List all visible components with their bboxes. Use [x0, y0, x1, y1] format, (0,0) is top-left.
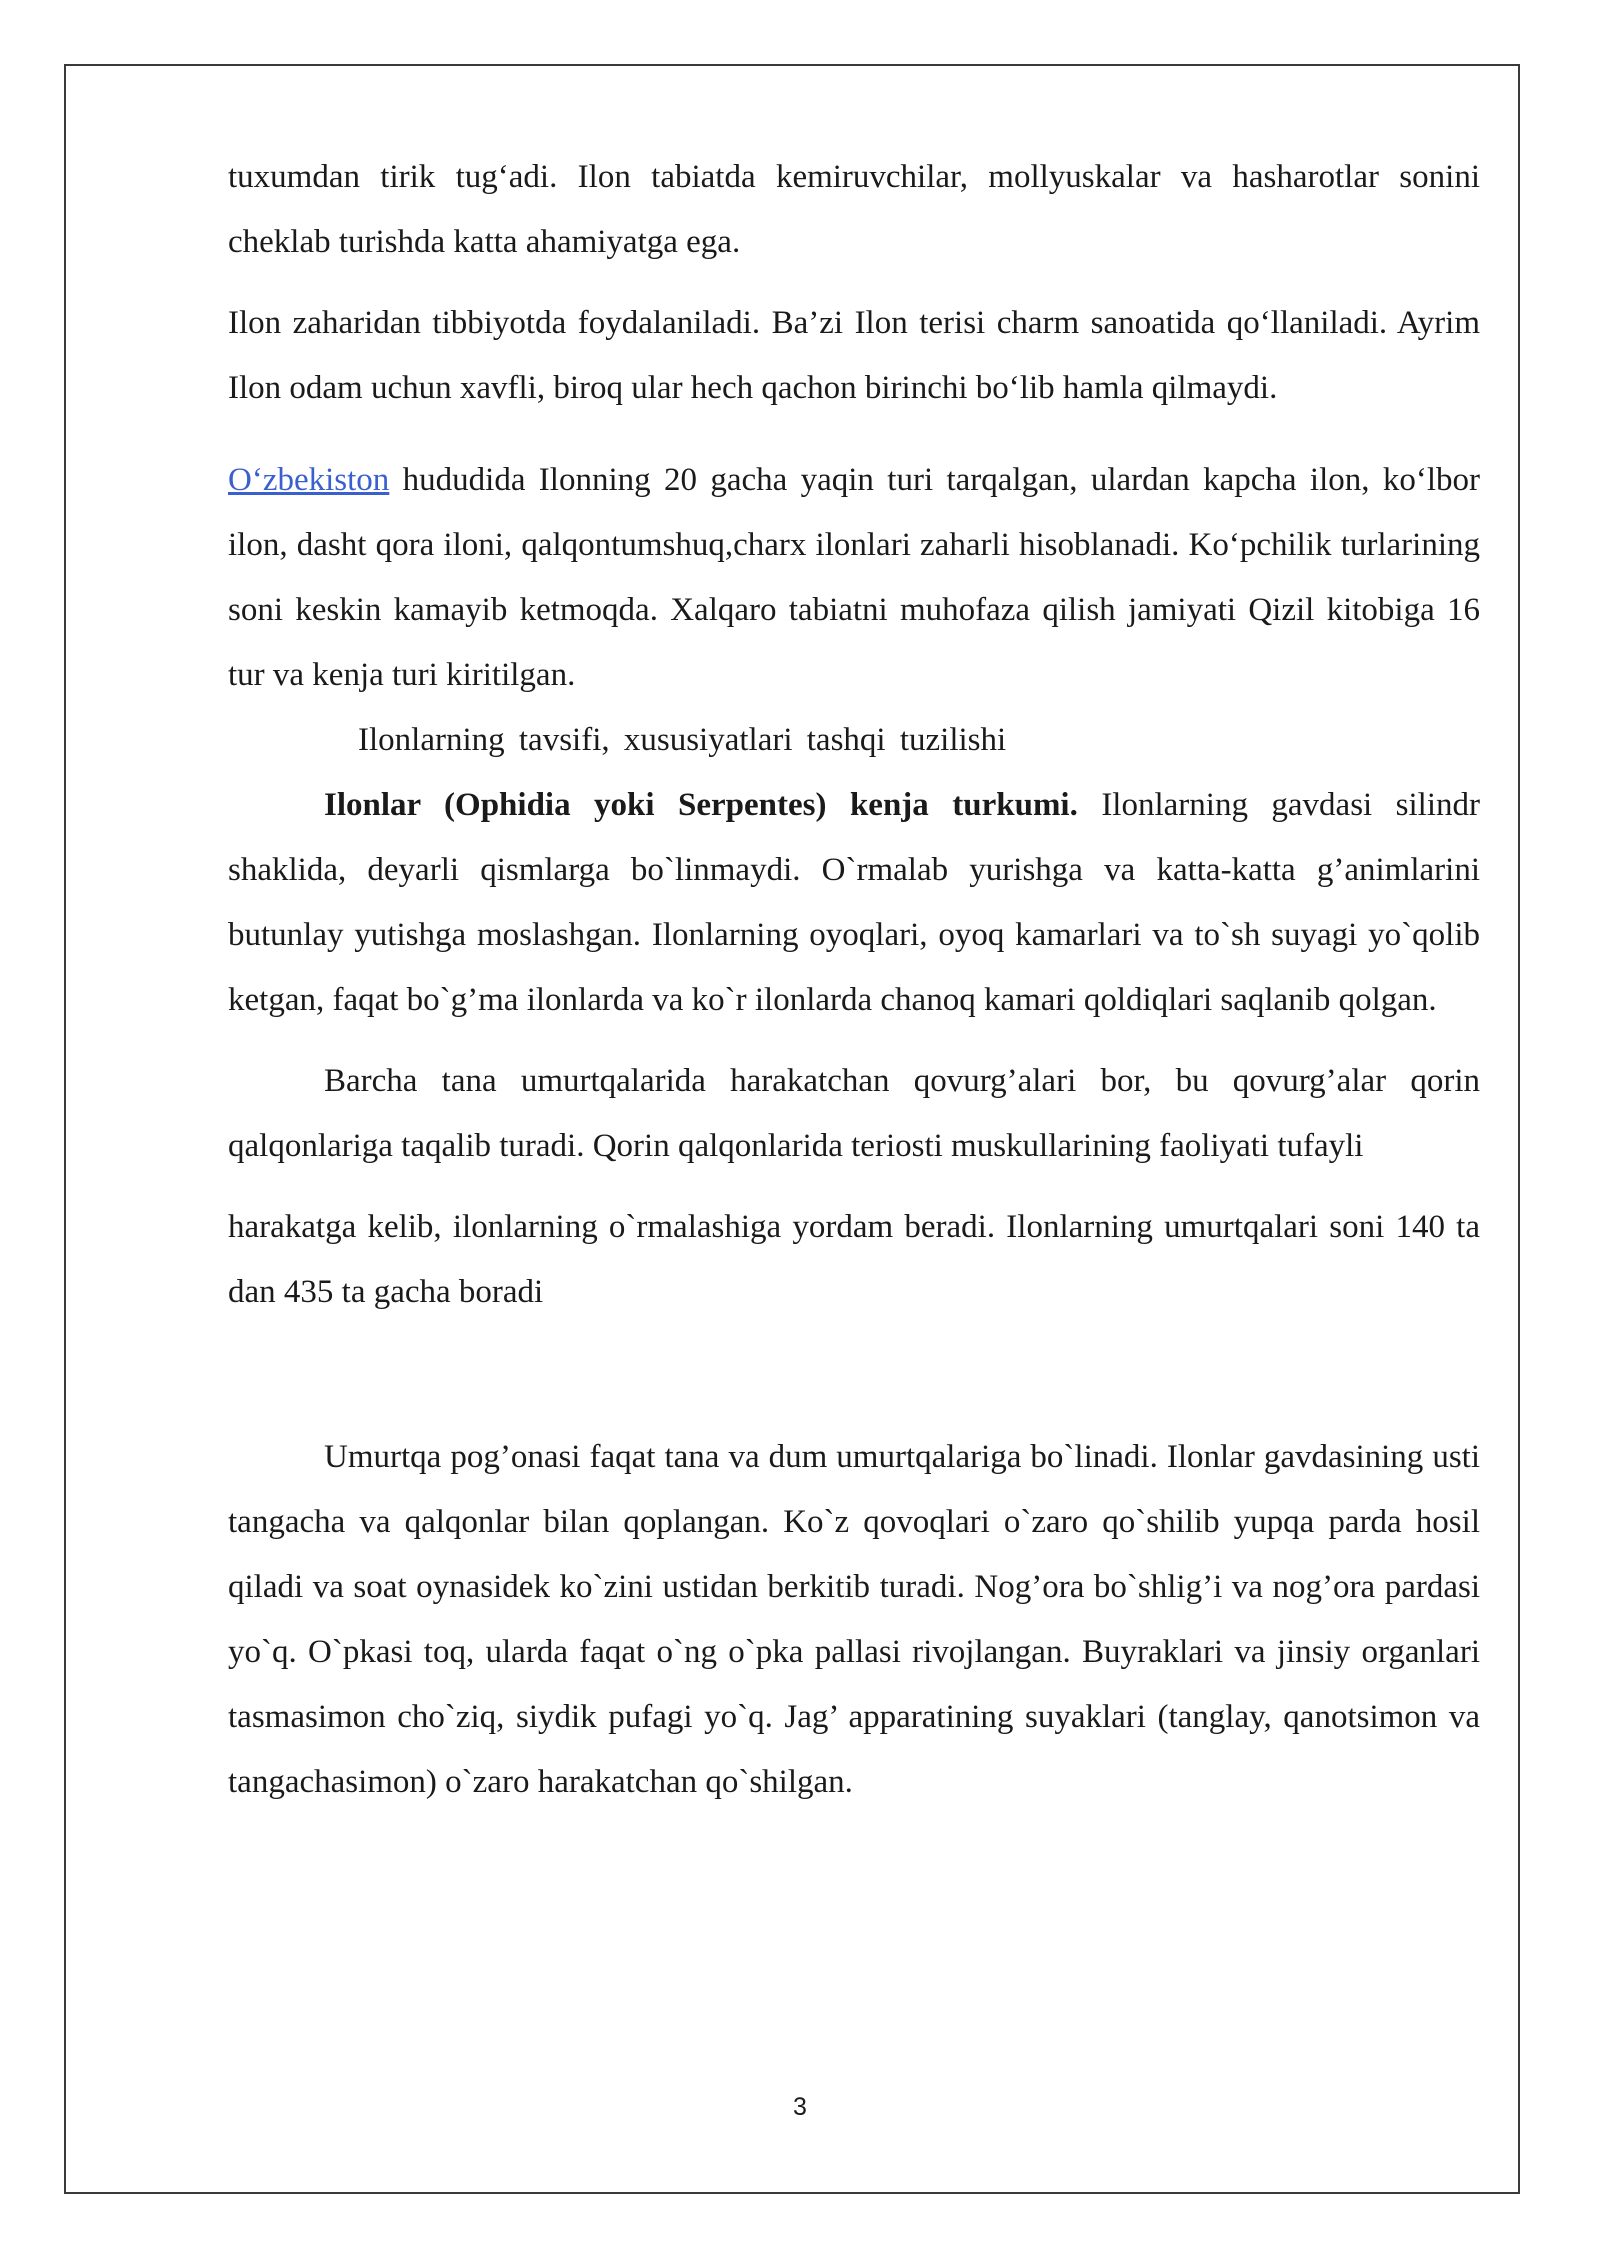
page-number: 3 [793, 2093, 807, 2121]
paragraph-2: Ilon zaharidan tibbiyotda foydalaniladi. Ba’zi Ilon terisi charm sanoatida qo‘llaniladi. Ayrim Ilon odam uchun xavfli, biroq ular hech qachon birinchi bo‘lib hamla qilmaydi. [228, 305, 1480, 406]
paragraph-3-text: hududida Ilonning 20 gacha yaqin turi tarqalgan, ulardan kapcha ilon, ko‘lbor ilon, dasht qora iloni, qalqontumshuq,charx ilonlari zaharli hisoblanadi. Ko‘pchilik turlarining soni keskin kamayib ketmoqda. Xalqaro tabiatni muhofaza qilish jamiyati Qizil kitobiga 16 tur va kenja turi kiritilgan. [228, 462, 1480, 693]
paragraph-1: tuxumdan tirik tug‘adi. Ilon tabiatda kemiruvchilar, mollyuskalar va hasharotlar sonini cheklab turishda katta ahamiyatga ega. [228, 159, 1480, 260]
section-subheading-text: Ilonlarning tavsifi, xususiyatlari tashqi tuzilishi [358, 722, 1007, 758]
document-body [228, 145, 1480, 1815]
section-subheading [228, 708, 1480, 773]
paragraph-4-bold-lead: Ilonlar (Ophidia yoki Serpentes) kenja turkumi. [324, 787, 1078, 823]
paragraph-5: Barcha tana umurtqalarida harakatchan qovurg’alari bor, bu qovurg’alar qorin qalqonlariga taqalib turadi. Qorin qalqonlarida teriosti muskullarining faoliyati tufayli [228, 1063, 1480, 1164]
paragraph-7: Umurtqa pog’onasi faqat tana va dum umurtqalariga bo`linadi. Ilonlar gavdasining usti tangacha va qalqonlar bilan qoplangan. Ko`z qovoqlari o`zaro qo`shilib yupqa parda hosil qiladi va soat oynasidek ko`zini ustidan berkitib turadi. Nog’ora bo`shlig’i va nog’ora pardasi yo`q. O`pkasi toq, ularda faqat o`ng o`pka pallasi rivojlangan. Buyraklari va jinsiy organlari tasmasimon cho`ziq, siydik pufagi yo`q. Jag’ apparatining suyaklari (tanglay, qanotsimon va tangachasimon) o`zaro harakatchan qo`shilgan. [228, 1439, 1480, 1800]
paragraph-4 [228, 773, 1480, 1033]
paragraph-6: harakatga kelib, ilonlarning o`rmalashiga yordam beradi. Ilonlarning umurtqalari soni 140 ta dan 435 ta gacha boradi [228, 1209, 1480, 1310]
uzbekistan-link[interactable]: O‘zbekiston [228, 462, 390, 498]
paragraph-4-text: Ilonlarning gavdasi silindr shaklida, deyarli qismlarga bo`linmaydi. O`rmalab yurishga va katta-katta g’animlarini butunlay yutishga moslashgan. Ilonlarning oyoqlari, oyoq kamarlari va to`sh suyagi yo`qolib ketgan, faqat bo`g’ma ilonlarda va ko`r ilonlarda chanoq kamari qoldiqlari saqlanib qolgan. [228, 787, 1480, 1018]
paragraph-3 [228, 448, 1480, 708]
